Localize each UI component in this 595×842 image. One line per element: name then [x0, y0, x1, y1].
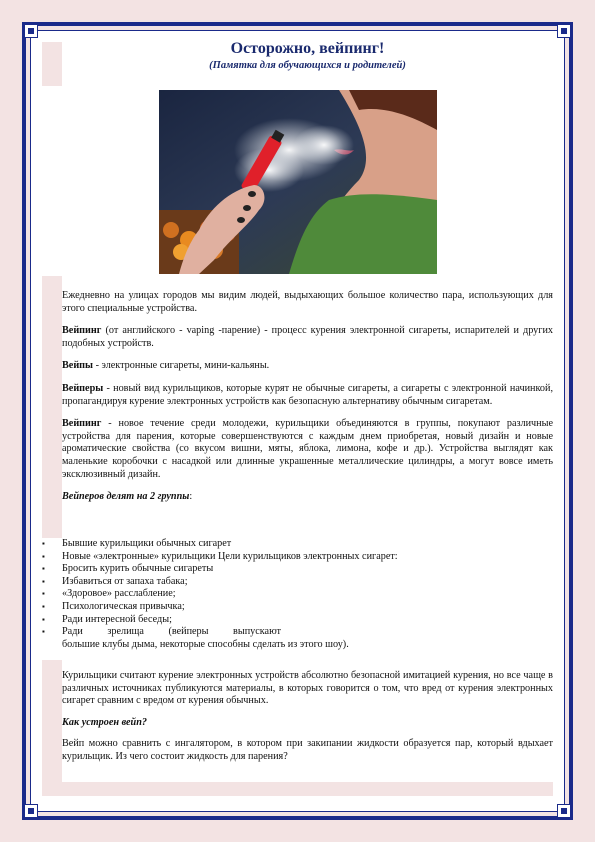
page-subtitle: (Памятка для обучающихся и родителей) — [209, 60, 406, 71]
corner-ornament — [24, 804, 38, 818]
paragraph-text: - новый вид курильщиков, которые курят не обычные сигареты, а сигареты с электронной начинкой, пропагандируя курение электронных устройств как безопасную альтернативу обычным сигаретам. — [62, 382, 553, 407]
term: Вейперы — [62, 382, 104, 394]
corner-ornament — [24, 24, 38, 38]
corner-ornament — [557, 24, 571, 38]
paragraph-text: - электронные сигареты, мини-кальяны. — [93, 360, 270, 372]
term: Вейпы — [62, 360, 94, 372]
vape-photo-illustration — [159, 90, 437, 274]
list-item: ▪ Избавиться от запаха табака; — [42, 576, 553, 589]
list-item: ▪ Новые «электронные» курильщики Цели курильщиков электронных сигарет: — [42, 551, 553, 564]
paragraph: Вейп можно сравнить с ингалятором, в котором при закипании жидкости образуется пар, который вдыхает курильщик. Из чего состоит жидкость для парения? — [62, 738, 553, 762]
paragraph-text: : — [189, 491, 193, 503]
paragraph-text: - новое течение среди молодежи, курильщики объединяются в группы, покупают различные устройства для парения, которые совершенствуются с каждым днем приобретая, новый дизайн и новые ароматические свойства (со вкусом вишни, мяты, яблока, лимона, кофе и др.). Устройства выглядят как маленькие коробочки с насадкой или длинные украшенные металлические цилиндры, а могут вовсе иметь эксклюзивный дизайн. — [62, 418, 553, 480]
list-item: ▪ Бросить курить обычные сигареты — [42, 563, 553, 576]
header — [62, 40, 553, 71]
decor-strip — [42, 660, 62, 796]
section-heading: Вейперов делят на 2 группы — [62, 491, 190, 503]
page-title: Осторожно, вейпинг! — [230, 40, 385, 57]
decor-strip — [62, 782, 553, 796]
paragraph-text: (от английского - vaping -парение) - процесс курения электронной сигареты, испарителей и других подобных устройств. — [62, 325, 553, 349]
paragraph-text: Ежедневно на улицах городов мы видим людей, выдыхающих большое количество пара, использующих для этого специальные устройства. — [62, 290, 553, 314]
list-item: ▪ Психологическая привычка; — [42, 601, 553, 614]
section-heading: Как устроен вейп? — [62, 716, 147, 728]
list-item: ▪ Бывшие курильщики обычных сигарет — [42, 538, 553, 551]
paragraph — [62, 491, 553, 504]
list-item: ▪ Ради зрелища (вейперы выпускают — [42, 626, 553, 639]
decor-strip — [42, 42, 62, 86]
decor-strip — [42, 276, 62, 538]
vape-photo — [159, 90, 437, 274]
list-item-continuation: большие клубы дыма, некоторые способны сделать из этого шоу). — [62, 638, 349, 650]
paragraph — [62, 418, 553, 481]
paragraph — [62, 290, 553, 315]
paragraph — [62, 383, 553, 408]
paragraph — [62, 360, 553, 373]
paragraph: Курильщики считают курение электронных устройств абсолютно безопасной имитацией курения, но все чаще в различных источниках публикуются материалы, в которых говорится о том, что вред от курения электронных сигарет сравним с вредом от курения обычных. — [62, 670, 553, 707]
list-item: ▪ «Здоровое» расслабление; — [42, 588, 553, 601]
closing-text — [62, 670, 553, 773]
groups-list — [42, 538, 553, 651]
intro-text — [62, 290, 553, 514]
term: Вейпинг — [62, 325, 102, 337]
list-item: ▪ Ради интересной беседы; — [42, 614, 553, 627]
paragraph — [62, 325, 553, 350]
term: Вейпинг — [62, 418, 102, 430]
corner-ornament — [557, 804, 571, 818]
